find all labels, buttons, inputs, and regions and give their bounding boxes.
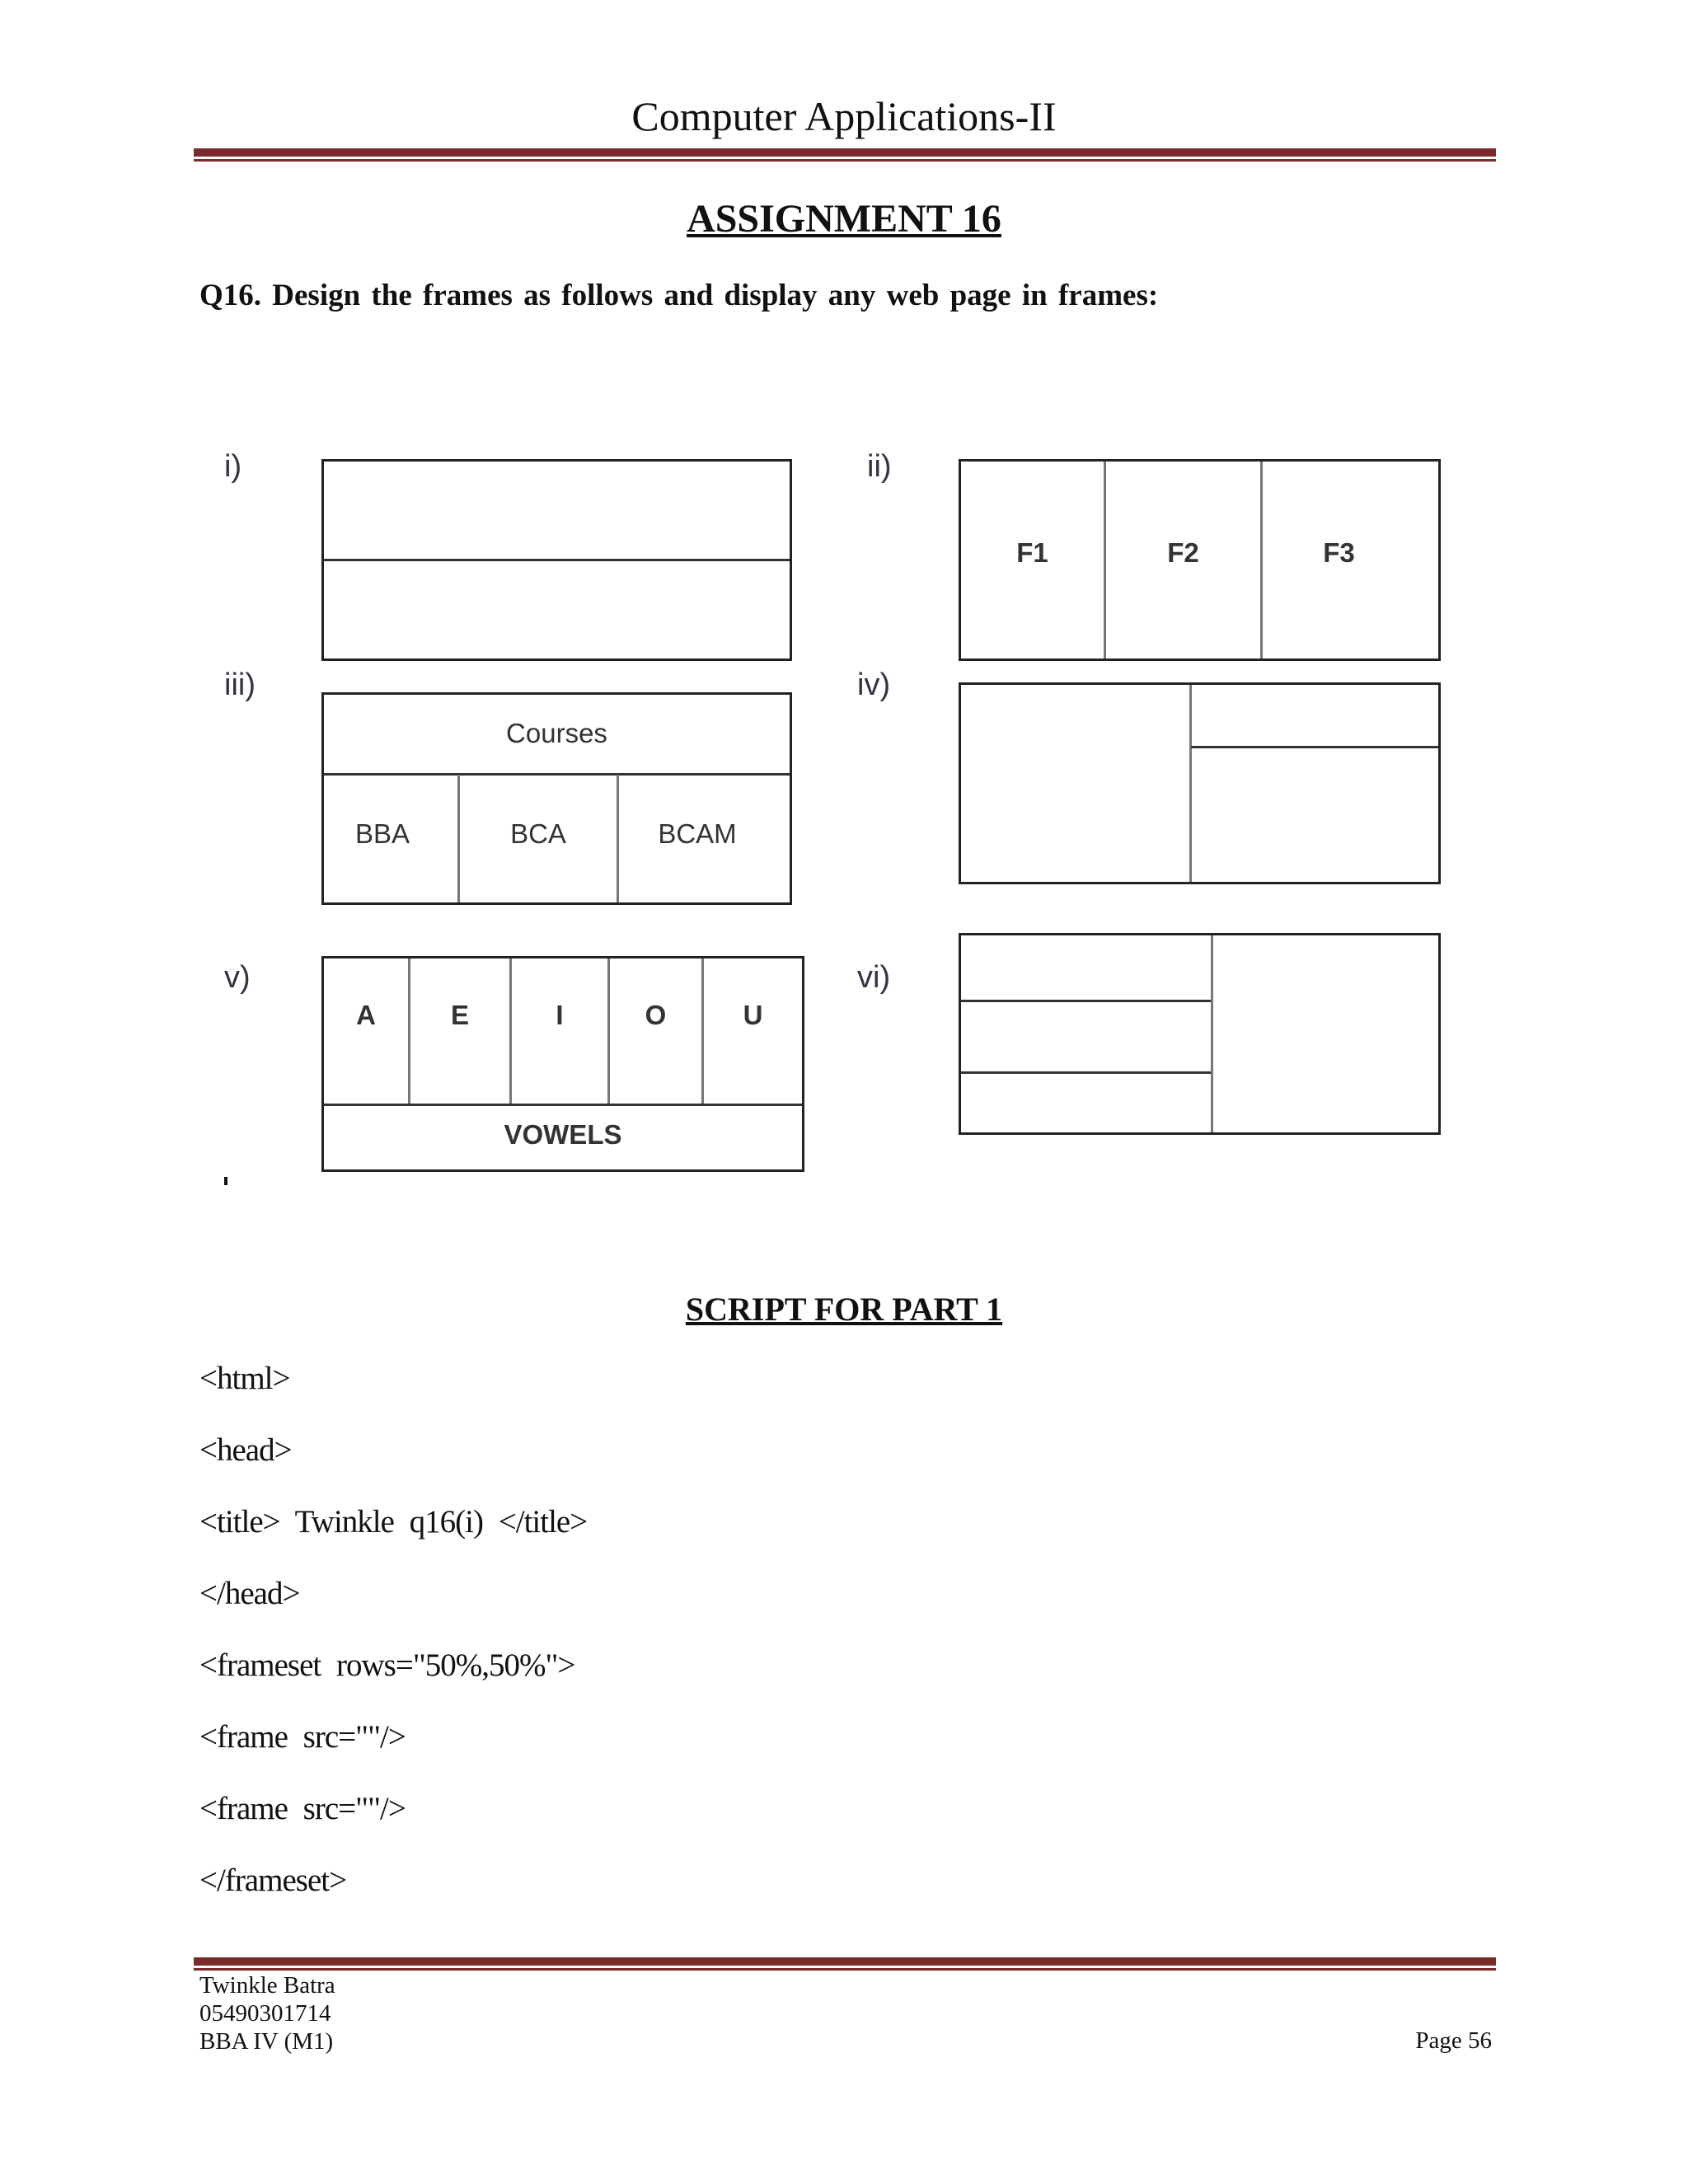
code-line: <frame src=""/> (199, 1791, 406, 1826)
code-line: </frameset> (199, 1863, 347, 1898)
frame-cell-u: U (743, 1000, 763, 1030)
frame-diagram-v (321, 956, 804, 1172)
frame-divider (961, 1000, 1211, 1002)
frame-cell-bca: BCA (510, 818, 566, 849)
frame-divider (961, 1071, 1211, 1074)
frame-cell-vowels: VOWELS (504, 1119, 622, 1150)
frame-cell-bba: BBA (354, 818, 410, 849)
code-line: <head> (199, 1432, 292, 1468)
frame-cell-bcam: BCAM (658, 818, 737, 849)
frame-diagram-ii (959, 459, 1441, 661)
frame-cell-f1: F1 (1016, 537, 1048, 568)
frame-divider (1189, 685, 1192, 882)
author-name: Twinkle Batra (199, 1972, 335, 1999)
header-rule-thin (194, 159, 1496, 162)
code-line: <html> (199, 1361, 290, 1396)
code-line: <frameset rows="50%,50%"> (199, 1647, 575, 1683)
code-line: <frame src=""/> (199, 1719, 406, 1755)
roll-number: 05490301714 (199, 2000, 331, 2027)
frame-divider (324, 1104, 802, 1106)
frame-divider (607, 958, 610, 1104)
frame-diagram-i (321, 459, 792, 661)
frame-cell-f2: F2 (1167, 537, 1199, 568)
frame-diagram-iv (959, 682, 1441, 884)
frame-divider (701, 958, 704, 1104)
footer-rule (194, 1957, 1496, 1966)
assignment-title: ASSIGNMENT 16 (687, 197, 1001, 241)
course-name: BBA IV (M1) (199, 2028, 334, 2055)
frame-divider (408, 958, 410, 1104)
frame-cell-a: A (356, 1000, 376, 1030)
question-text: Q16. Design the frames as follows and display any web page in frames: (199, 279, 1159, 312)
frame-divider (324, 559, 790, 561)
diagram-label-iv: iv) (857, 668, 891, 702)
frame-cell-f3: F3 (1323, 537, 1355, 568)
footer-info (199, 1971, 335, 2055)
frame-divider (1211, 935, 1213, 1132)
frame-cell-courses: Courses (506, 718, 607, 748)
diagram-label-vi: vi) (857, 960, 891, 995)
page-number: Page 56 (1415, 2027, 1492, 2054)
frame-cell-i: I (556, 1000, 564, 1030)
code-line: </head> (199, 1576, 300, 1611)
diagram-label-v: v) (224, 960, 251, 995)
frame-cell-o: O (645, 1000, 667, 1030)
frame-divider (324, 773, 790, 776)
frame-diagram-iii (321, 692, 792, 905)
footer-rule-thin (194, 1968, 1496, 1971)
diagram-label-iii: iii) (224, 668, 256, 702)
header-rule (194, 148, 1496, 157)
script-title: SCRIPT FOR PART 1 (685, 1291, 1003, 1328)
frame-cell-e: E (450, 1000, 469, 1030)
code-line: <title> Twinkle q16(i) </title> (199, 1504, 588, 1540)
stray-mark (224, 1177, 227, 1185)
page-header-title: Computer Applications-II (631, 93, 1057, 139)
diagram-label-ii: ii) (867, 449, 892, 484)
frame-divider (509, 958, 512, 1104)
frame-divider (1191, 746, 1438, 748)
diagram-label-i: i) (224, 449, 242, 484)
frame-diagram-vi (959, 933, 1441, 1135)
